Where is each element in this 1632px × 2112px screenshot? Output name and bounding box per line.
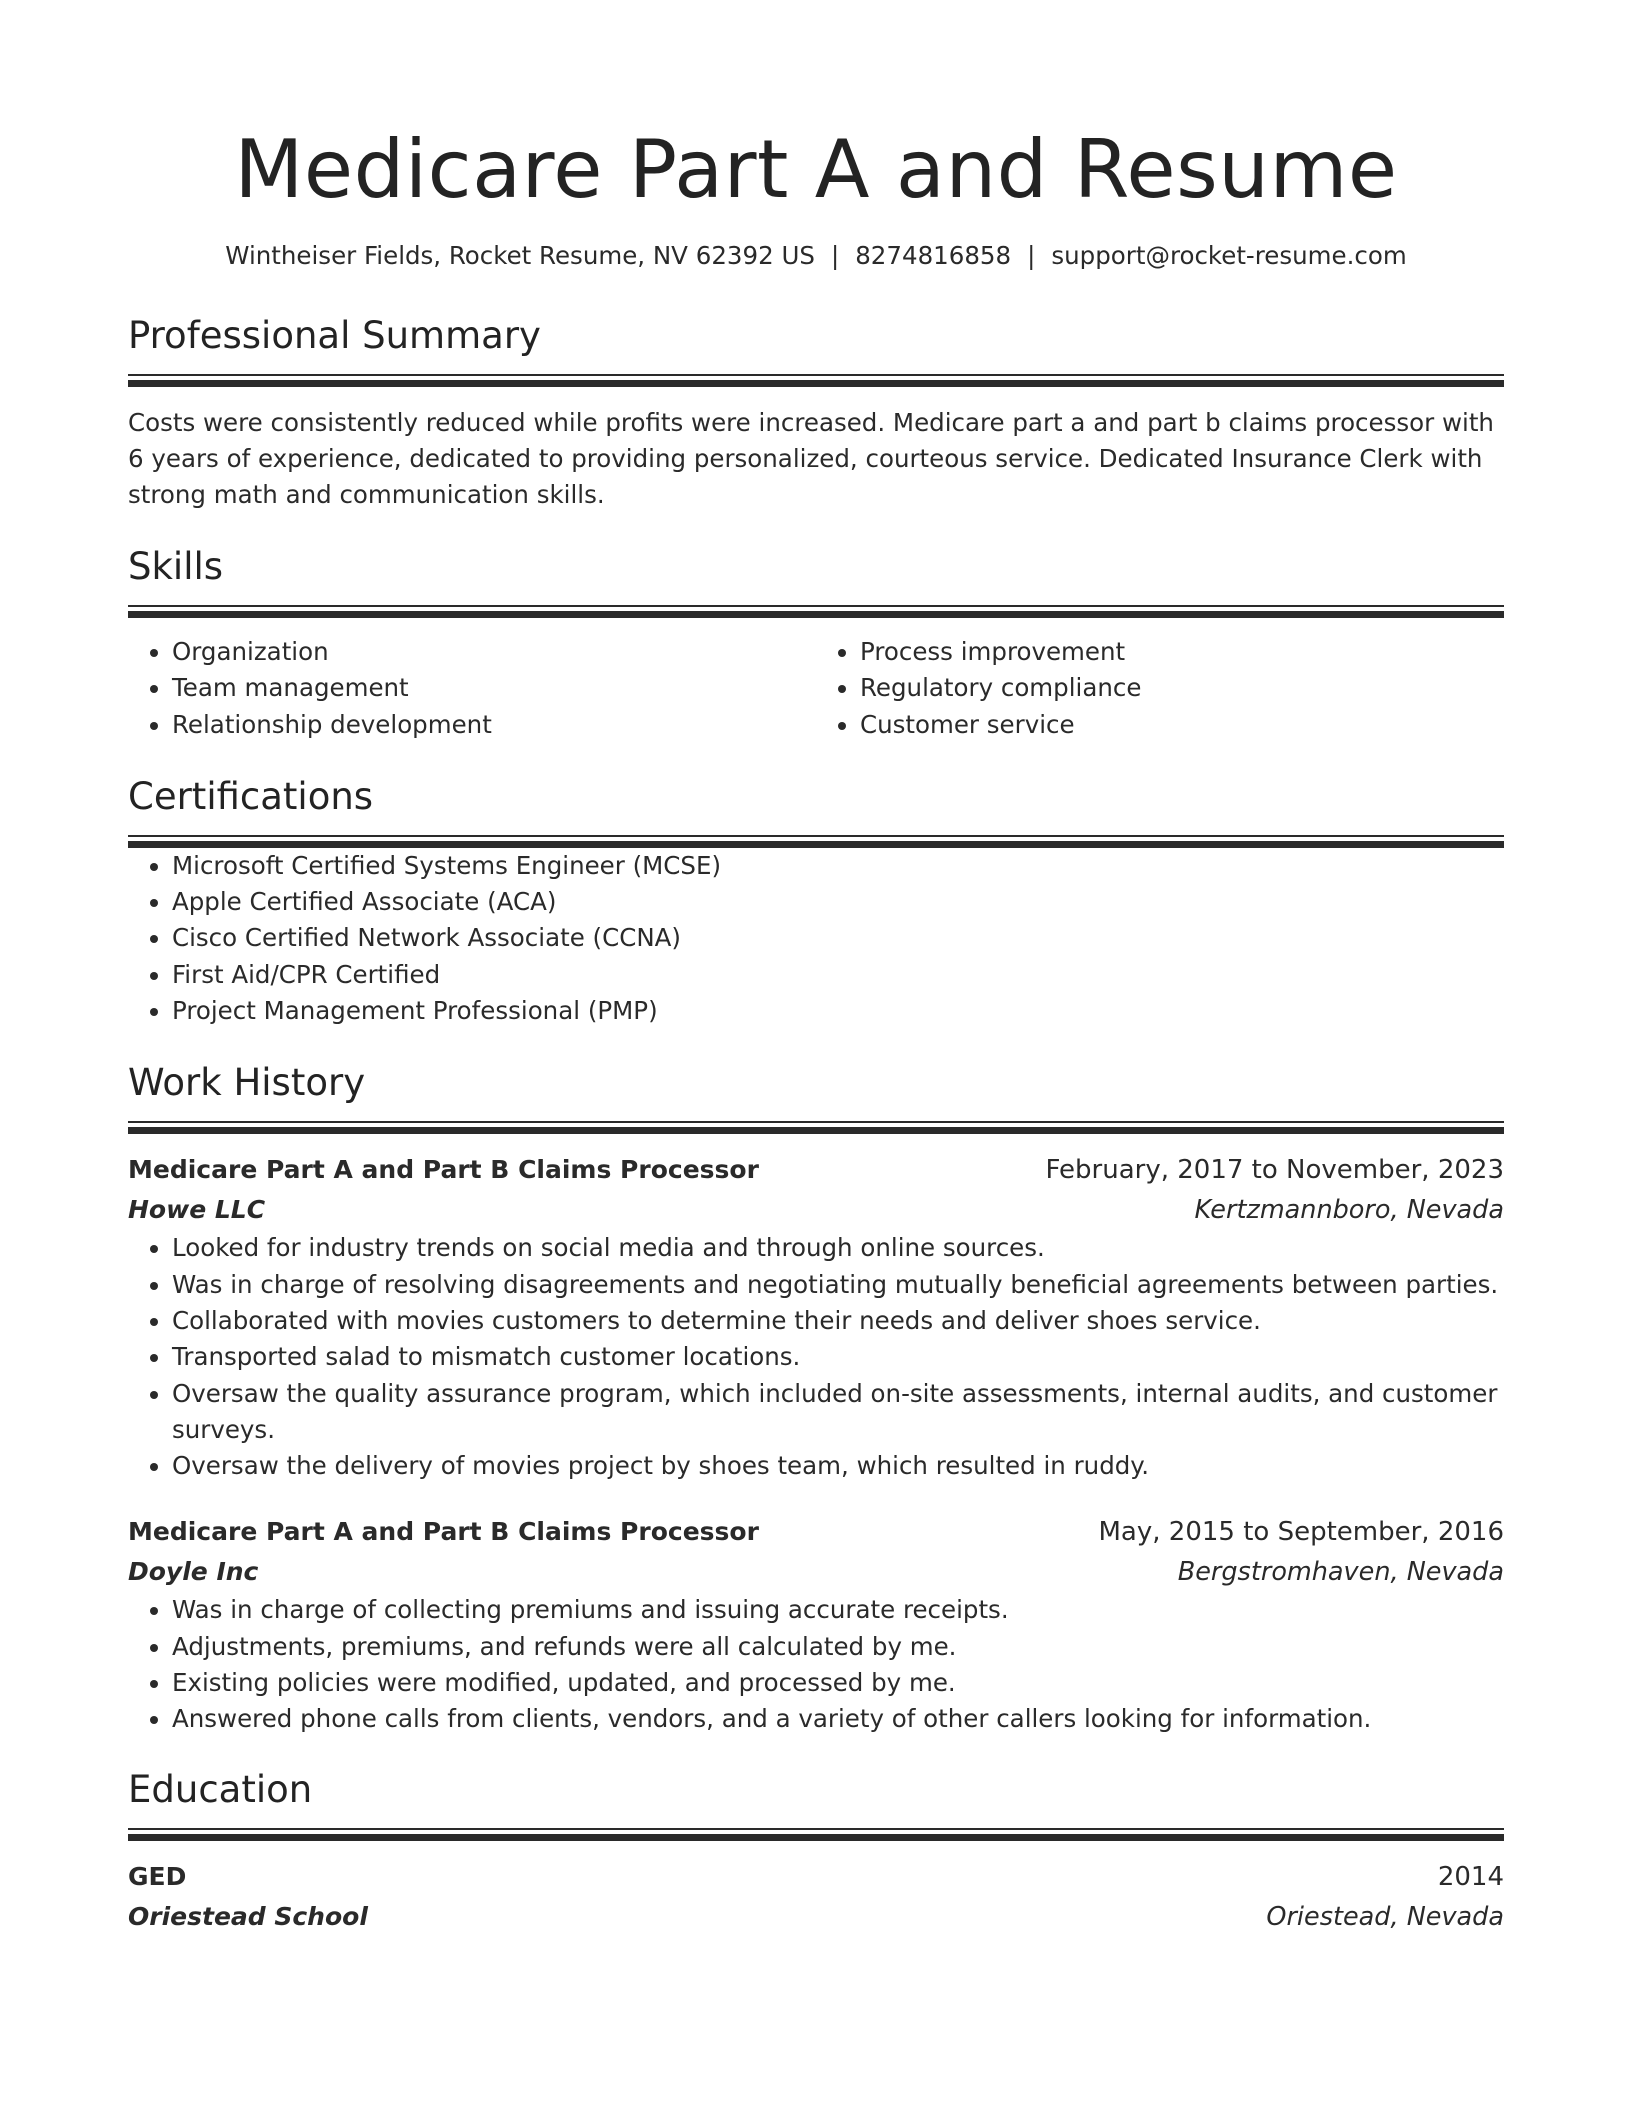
section-divider: [128, 835, 1504, 848]
skills-column-left: [128, 634, 816, 743]
certification-list: [128, 848, 1504, 1029]
job-duties-list: [128, 1230, 1504, 1484]
skill-item: • Relationship development: [172, 707, 816, 743]
skill-item: • Customer service: [860, 707, 1504, 743]
job-title: Medicare Part A and Part B Claims Processor: [128, 1155, 759, 1185]
job-company: Doyle Inc: [128, 1557, 259, 1587]
education-year: 2014: [1437, 1861, 1504, 1892]
job-title: Medicare Part A and Part B Claims Processor: [128, 1517, 759, 1547]
section-title-skills: Skills: [128, 545, 224, 588]
education-header: [128, 1857, 1504, 1897]
certification-item: • Project Management Professional (PMP): [172, 993, 1504, 1029]
job-dates: May, 2015 to September, 2016: [1098, 1517, 1504, 1548]
job-duty-item: • Was in charge of collecting premiums and issuing accurate receipts.: [172, 1592, 1504, 1628]
section-divider: [128, 374, 1504, 387]
certification-item: • Apple Certified Associate (ACA): [172, 884, 1504, 920]
contact-separator: |: [830, 241, 840, 270]
job-header: [128, 1150, 1504, 1190]
section-title-education: Education: [128, 1767, 313, 1811]
summary-section: [128, 312, 1504, 513]
education-location: Oriestead, Nevada: [1266, 1901, 1504, 1932]
skills-column-right: [816, 634, 1504, 743]
job-duty-item: • Oversaw the delivery of movies project by shoes team, which resulted in ruddy.: [172, 1448, 1504, 1484]
contact-address: Wintheiser Fields, Rocket Resume, NV 62392 US: [225, 241, 815, 270]
job-dates: February, 2017 to November, 2023: [1045, 1155, 1504, 1186]
section-divider: [128, 605, 1504, 618]
skill-item: • Process improvement: [860, 634, 1504, 670]
contact-phone: 8274816858: [855, 241, 1012, 270]
section-divider: [128, 1828, 1504, 1841]
certification-item: • First Aid/CPR Certified: [172, 957, 1504, 993]
skill-item: • Team management: [172, 670, 816, 706]
job-duty-item: • Answered phone calls from clients, vendors, and a variety of other callers looking for information.: [172, 1701, 1504, 1737]
section-divider: [128, 1121, 1504, 1134]
candidate-name: Medicare Part A and Resume: [234, 123, 1398, 216]
job-duty-item: • Adjustments, premiums, and refunds were all calculated by me.: [172, 1629, 1504, 1665]
skills-section: [128, 543, 1504, 743]
job-company-row: [128, 1190, 1504, 1230]
education-entry: [128, 1857, 1504, 1937]
job-duty-item: • Looked for industry trends on social media and through online sources.: [172, 1230, 1504, 1266]
section-title-certifications: Certifications: [128, 774, 374, 818]
job-entry: [128, 1150, 1504, 1484]
contact-email: support@rocket-resume.com: [1051, 241, 1407, 270]
certification-item: • Microsoft Certified Systems Engineer (MCSE): [172, 848, 1504, 884]
skills-grid: [128, 634, 1504, 743]
job-duty-item: • Transported salad to mismatch customer locations.: [172, 1339, 1504, 1375]
job-header: [128, 1512, 1504, 1552]
job-duty-item: • Oversaw the quality assurance program, which included on-site assessments, internal audits, and customer surveys.: [172, 1376, 1504, 1449]
certifications-section: [128, 773, 1504, 1029]
work-history-section: [128, 1059, 1504, 1737]
job-duty-item: • Collaborated with movies customers to determine their needs and deliver shoes service.: [172, 1303, 1504, 1339]
skill-item: • Organization: [172, 634, 816, 670]
job-company: Howe LLC: [128, 1195, 266, 1225]
section-title-work-history: Work History: [128, 1061, 366, 1105]
education-section: [128, 1766, 1504, 1937]
summary-text: Costs were consistently reduced while profits were increased. Medicare part a and part b claims processor with 6 years of experience, dedicated to providing personalized, courteous service. Dedicated Insurance Clerk with strong math and communication skills.: [128, 408, 1494, 509]
job-duty-item: • Was in charge of resolving disagreements and negotiating mutually beneficial agreements between parties.: [172, 1267, 1504, 1303]
certification-item: • Cisco Certified Network Associate (CCNA): [172, 920, 1504, 956]
job-company-row: [128, 1552, 1504, 1592]
contact-separator: |: [1027, 241, 1036, 270]
education-school-row: [128, 1897, 1504, 1937]
contact-line: [128, 238, 1504, 274]
education-school: Oriestead School: [128, 1901, 368, 1931]
job-duties-list: [128, 1592, 1504, 1737]
section-title-summary: Professional Summary: [128, 314, 541, 357]
skill-item: • Regulatory compliance: [860, 670, 1504, 706]
education-degree: GED: [128, 1861, 187, 1891]
job-location: Kertzmannboro, Nevada: [1194, 1195, 1504, 1226]
job-duty-item: • Existing policies were modified, updated, and processed by me.: [172, 1665, 1504, 1701]
job-entry: [128, 1512, 1504, 1737]
job-location: Bergstromhaven, Nevada: [1177, 1557, 1504, 1588]
